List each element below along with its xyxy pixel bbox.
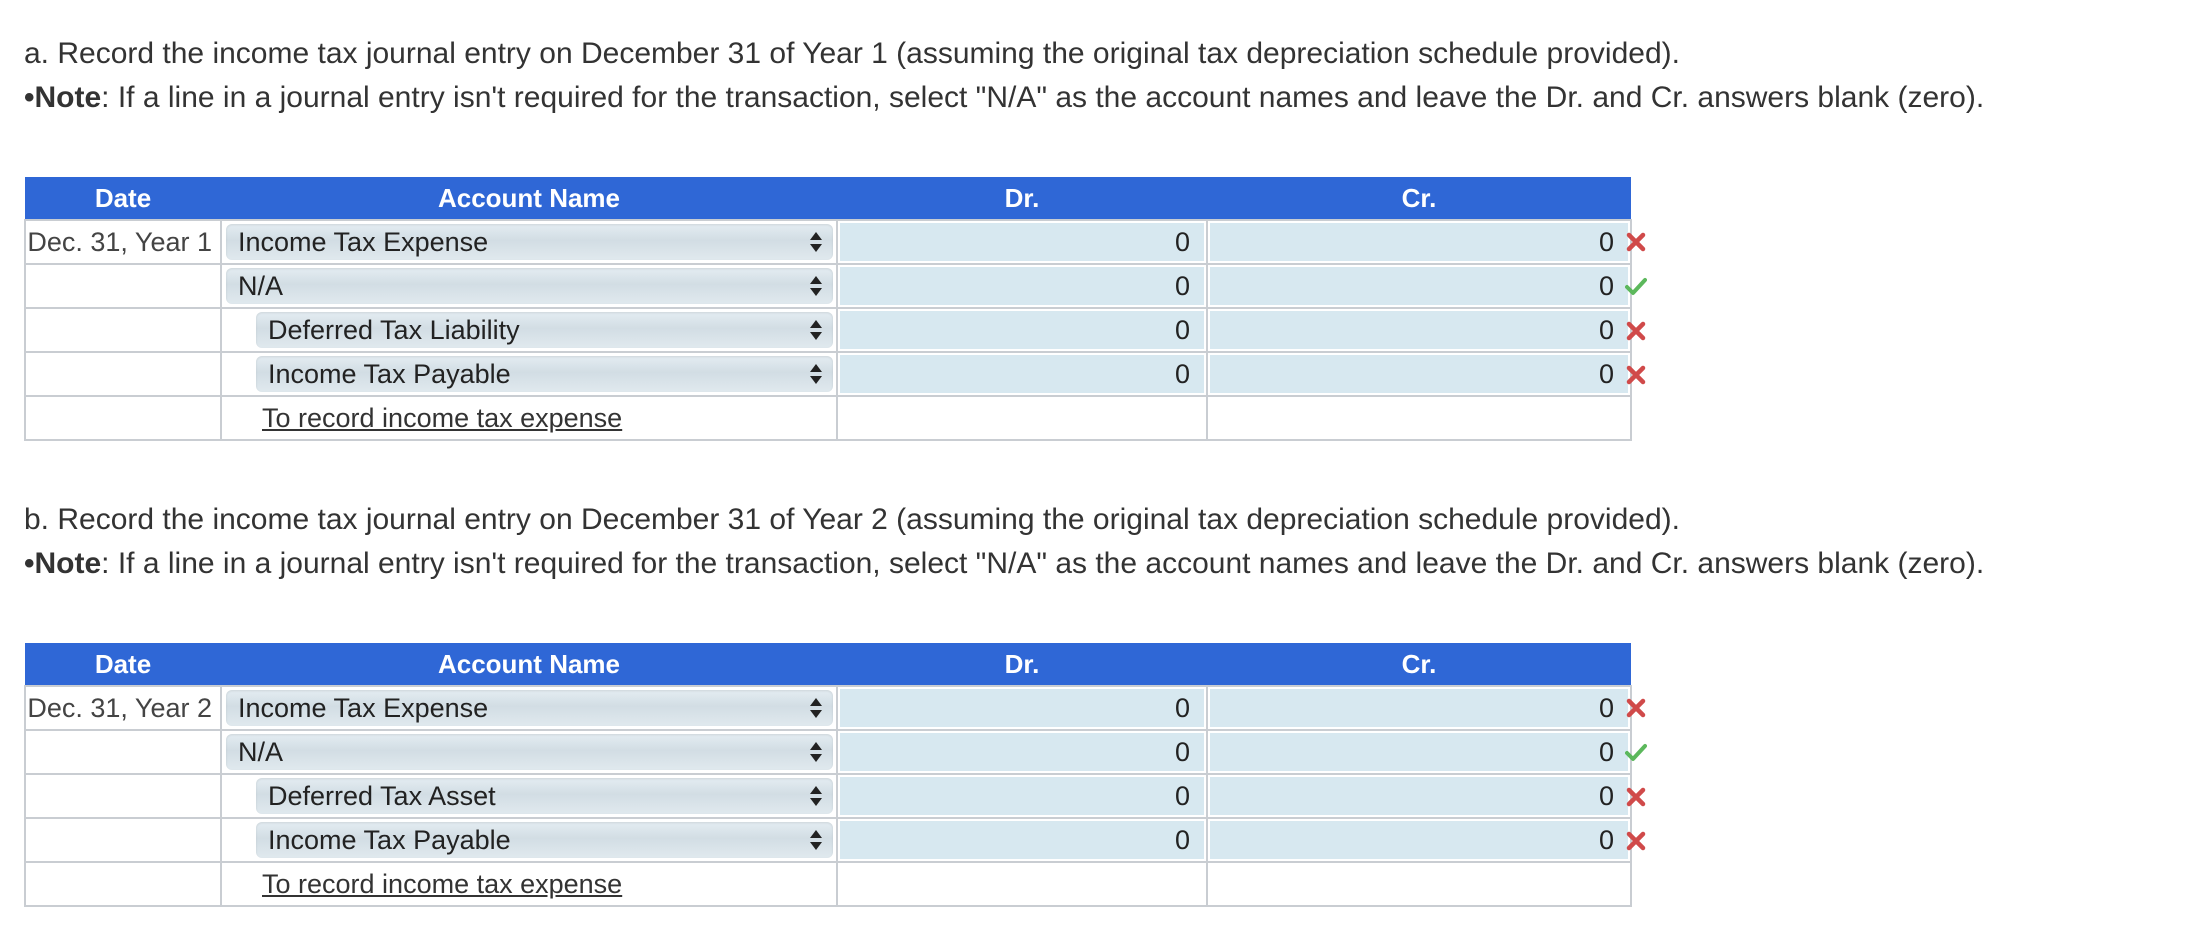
select-arrows-icon: [809, 274, 823, 298]
cr-header: Cr.: [1207, 177, 1631, 220]
debit-input[interactable]: 0: [840, 355, 1204, 393]
credit-input[interactable]: 0: [1210, 311, 1628, 349]
select-arrows-icon: [809, 230, 823, 254]
date-header: Date: [25, 643, 221, 686]
part-b-question: b. Record the income tax journal entry on December 31 of Year 2 (assuming the original tax depreciation schedule provided).: [24, 503, 1680, 536]
account-select-value: Income Tax Payable: [268, 358, 511, 389]
cross-icon: [1625, 320, 1647, 342]
cross-icon: [1625, 697, 1647, 719]
date-cell: [25, 352, 221, 396]
account-name-header: Account Name: [221, 643, 837, 686]
account-select[interactable]: [256, 822, 833, 858]
debit-input[interactable]: 0: [840, 689, 1204, 727]
account-name-header: Account Name: [221, 177, 837, 220]
account-select[interactable]: [256, 778, 833, 814]
memo-row: [25, 862, 1631, 906]
checkmark-icon: [1625, 275, 1647, 297]
date-cell: Dec. 31, Year 1: [25, 220, 221, 264]
select-arrows-icon: [809, 784, 823, 808]
select-arrows-icon: [809, 696, 823, 720]
account-select-value: Income Tax Payable: [268, 824, 511, 855]
dr-header: Dr.: [837, 177, 1207, 220]
select-arrows-icon: [809, 362, 823, 386]
credit-input[interactable]: 0: [1210, 223, 1628, 261]
cross-icon: [1625, 830, 1647, 852]
table-row: [25, 264, 1631, 308]
table-row: [25, 686, 1631, 730]
date-cell: Dec. 31, Year 2: [25, 686, 221, 730]
debit-input[interactable]: 0: [840, 777, 1204, 815]
part-b-instructions: [24, 498, 1984, 586]
credit-input[interactable]: 0: [1210, 689, 1628, 727]
part-b-note-label: •Note: [24, 547, 102, 580]
account-select-value: Income Tax Expense: [238, 226, 489, 257]
part-b-note: [24, 542, 1984, 586]
debit-input[interactable]: 0: [840, 223, 1204, 261]
cross-icon: [1625, 364, 1647, 386]
memo-link[interactable]: To record income tax expense: [262, 868, 623, 899]
memo-link[interactable]: To record income tax expense: [262, 402, 623, 433]
select-arrows-icon: [809, 318, 823, 342]
cross-icon: [1625, 231, 1647, 253]
account-select[interactable]: [226, 268, 833, 304]
credit-input[interactable]: 0: [1210, 777, 1628, 815]
date-cell: [25, 264, 221, 308]
account-select[interactable]: [256, 356, 833, 392]
table-row: [25, 818, 1631, 862]
date-cell: [25, 308, 221, 352]
debit-input[interactable]: 0: [840, 733, 1204, 771]
dr-header: Dr.: [837, 643, 1207, 686]
cross-icon: [1625, 786, 1647, 808]
part-b-header-row: [25, 643, 1631, 686]
memo-row: [25, 396, 1631, 440]
date-cell: [25, 774, 221, 818]
part-b-note-text: : If a line in a journal entry isn't required for the transaction, select "N/A" as the account names and leave the Dr. and Cr. answers blank (zero).: [101, 547, 1985, 580]
part-a-header-row: [25, 177, 1631, 220]
account-select-value: Deferred Tax Liability: [268, 314, 520, 345]
debit-input[interactable]: 0: [840, 311, 1204, 349]
part-a-note-text: : If a line in a journal entry isn't required for the transaction, select "N/A" as the account names and leave the Dr. and Cr. answers blank (zero).: [101, 81, 1985, 114]
table-row: [25, 308, 1631, 352]
table-row: [25, 220, 1631, 264]
part-a-note-label: •Note: [24, 81, 102, 114]
part-a-note: [24, 76, 1984, 120]
part-a-journal-table: [24, 177, 1632, 441]
date-cell: [25, 818, 221, 862]
date-cell: [25, 730, 221, 774]
account-select[interactable]: [256, 312, 833, 348]
table-row: [25, 352, 1631, 396]
select-arrows-icon: [809, 828, 823, 852]
date-header: Date: [25, 177, 221, 220]
table-row: [25, 774, 1631, 818]
account-select-value: N/A: [238, 736, 284, 767]
select-arrows-icon: [809, 740, 823, 764]
table-row: [25, 730, 1631, 774]
credit-input[interactable]: 0: [1210, 355, 1628, 393]
account-select-value: N/A: [238, 270, 284, 301]
debit-input[interactable]: 0: [840, 267, 1204, 305]
part-b-journal-table: [24, 643, 1632, 907]
credit-input[interactable]: 0: [1210, 733, 1628, 771]
account-select[interactable]: [226, 690, 833, 726]
cr-header: Cr.: [1207, 643, 1631, 686]
account-select-value: Deferred Tax Asset: [268, 780, 496, 811]
debit-input[interactable]: 0: [840, 821, 1204, 859]
checkmark-icon: [1625, 741, 1647, 763]
part-a-question: a. Record the income tax journal entry on December 31 of Year 1 (assuming the original tax depreciation schedule provided).: [24, 37, 1680, 70]
account-select[interactable]: [226, 734, 833, 770]
account-select[interactable]: [226, 224, 833, 260]
account-select-value: Income Tax Expense: [238, 692, 489, 723]
credit-input[interactable]: 0: [1210, 821, 1628, 859]
credit-input[interactable]: 0: [1210, 267, 1628, 305]
part-a-instructions: [24, 32, 1984, 120]
